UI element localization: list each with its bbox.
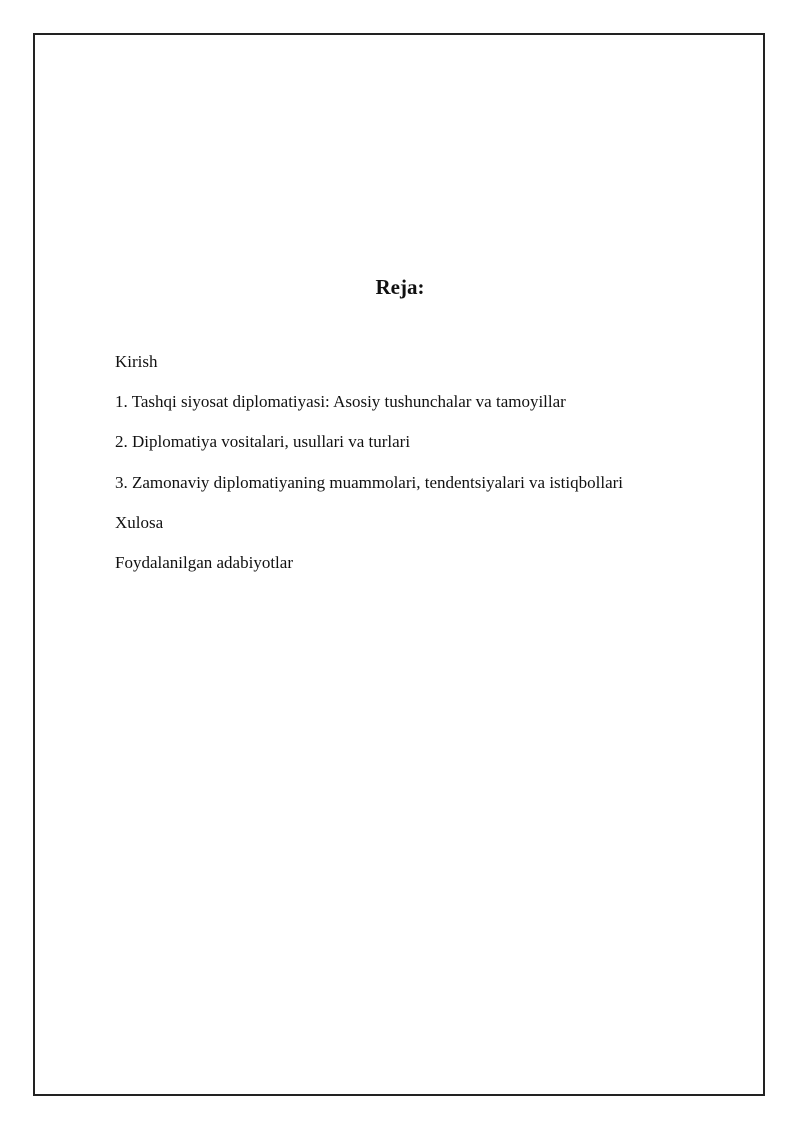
toc-item-chapter-3: 3. Zamonaviy diplomatiyaning muammolari, tendentsiyalari va istiqbollari — [115, 472, 623, 492]
toc-item-references: Foydalanilgan adabiyotlar — [115, 552, 293, 572]
toc-item-chapter-2: 2. Diplomatiya vositalari, usullari va turlari — [115, 432, 411, 452]
page-title: Reja: — [375, 275, 425, 299]
toc-item-conclusion: Xulosa — [115, 512, 164, 532]
toc-item-chapter-1: 1. Tashqi siyosat diplomatiyasi: Asosiy tushunchalar va tamoyillar — [115, 392, 566, 412]
toc-item-introduction: Kirish — [115, 352, 158, 371]
table-of-contents — [115, 351, 755, 592]
